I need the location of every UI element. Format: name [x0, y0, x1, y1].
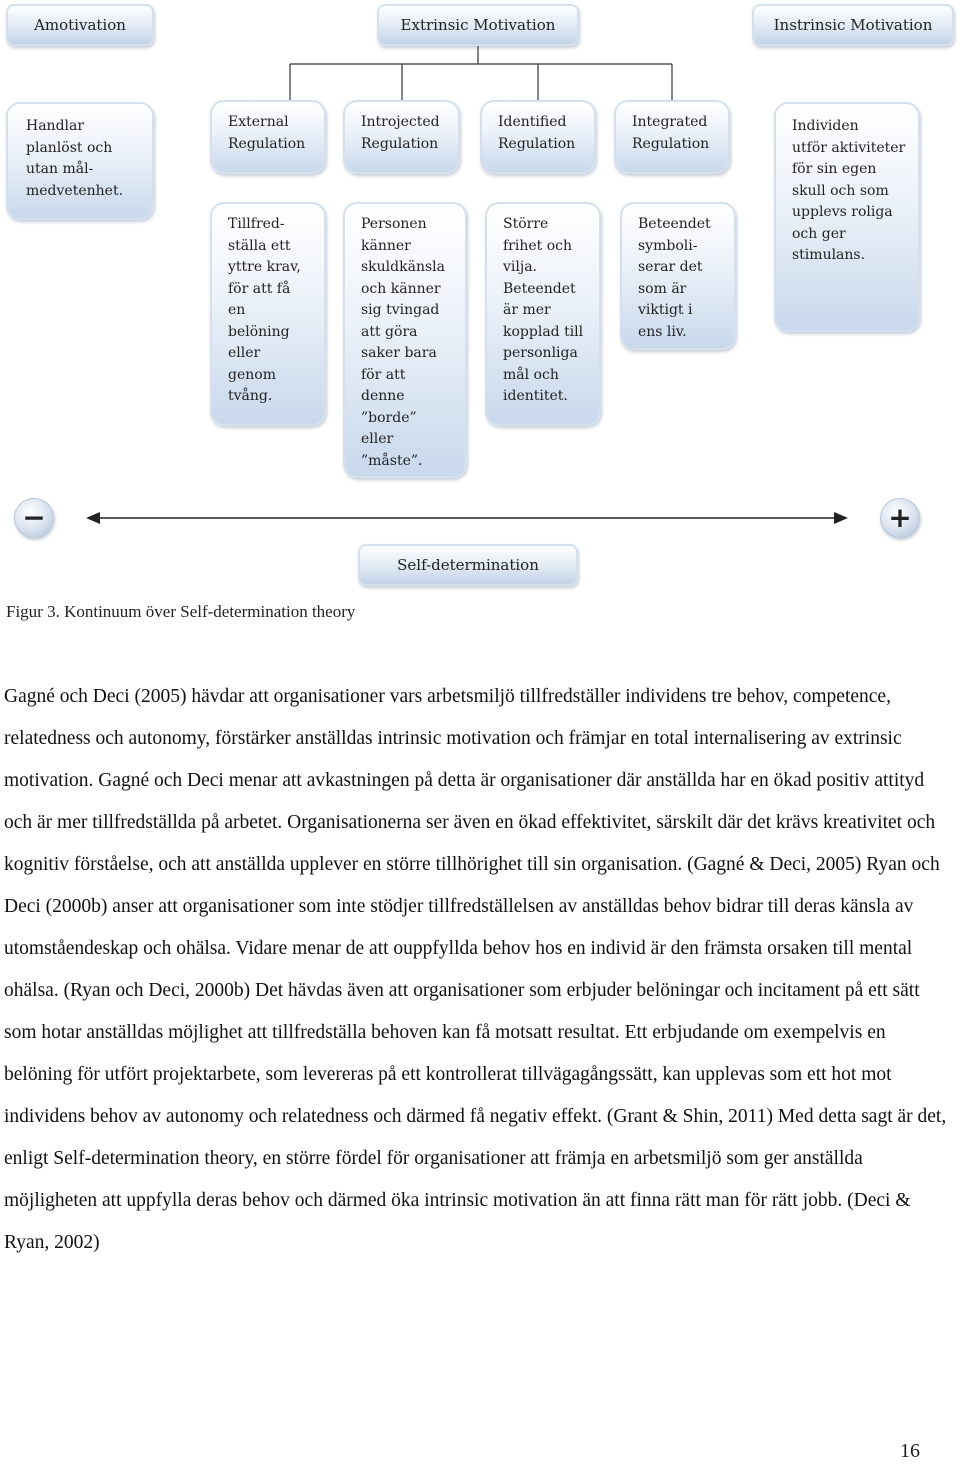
minus-icon: −: [14, 498, 54, 538]
figure-caption: Figur 3. Kontinuum över Self-determination theory: [6, 602, 356, 621]
header-extrinsic-motivation: Extrinsic Motivation: [377, 4, 579, 46]
body-paragraph: Gagné och Deci (2005) hävdar att organisationer vars arbetsmiljö tillfredställer individens tre behov, competence, relatedness och autonomy, förstärker anställdas intrinsic motivation och främjar en total internalisering av extrinsic motivation. Gagné och Deci menar att avkastningen på detta är organisationer där anställda har en ökad positiv attityd och är mer tillfredställda på arbetet. Organisationerna ser även en ökad effektivitet, särskilt där det krävs kreativitet och kognitiv förståelse, och att anställda upplever en större tillhörighet till sin organisation. (Gagné & Deci, 2005) Ryan och Deci (2000b) anser att organisationer som inte stödjer tillfredställelsen av anställdas behov bidrar till deras känsla av utomståendeskap och ohälsa. Vidare menar de att ouppfyllda behov hos en individ är den främsta orsaken till mental ohälsa. (Ryan och Deci, 2000b) Det hävdas även att organisationer som erbjuder belöningar och incitament på ett sätt som hotar anställdas möjlighet att tillfredställa behoven kan få motsatt resultat. Ett erbjudande om exempelvis en belöning för utfört projektarbete, som levereras på ett kontrollerat tillvägagångssätt, kan upplevas som ett hot mot individens behov av autonomy och relatedness och därmed få negativ effekt. (Grant & Shin, 2011) Med detta sagt är det, enligt Self-determination theory, en större fördel för organisationer att främja en arbetsmiljö som ger anställda möjligheten att uppfylla deras behov och därmed öka intrinsic motivation än att finna rätt man för rätt jobb. (Deci & Ryan, 2002): [4, 686, 947, 1253]
page-number: 16: [900, 1440, 920, 1462]
introjected-regulation-description: Personen känner skuldkänsla och känner sig tvingad att göra saker bara för att denne ”borde” eller ”måste”.: [343, 202, 467, 478]
header-amotivation: Amotivation: [6, 4, 154, 46]
sdt-continuum-figure: [0, 0, 960, 600]
plus-icon: +: [880, 498, 920, 538]
amotivation-description: Handlar planlöst och utan mål- medvetenhet.: [6, 102, 154, 220]
header-intrinsic-motivation: Instrinsic Motivation: [752, 4, 954, 46]
intrinsic-description: Individen utför aktiviteter för sin egen skull och som upplevs roliga och ger stimulans.: [774, 102, 920, 332]
external-regulation-description: Tillfred- ställa ett yttre krav, för att få en belöning eller genom tvång.: [210, 202, 326, 426]
continuum-arrow: [86, 512, 848, 524]
self-determination-label: Self-determination: [358, 544, 578, 586]
introjected-regulation-box: Introjected Regulation: [343, 100, 460, 174]
integrated-regulation-box: Integrated Regulation: [614, 100, 730, 174]
integrated-regulation-description: Beteendet symboli- serar det som är viktigt i ens liv.: [620, 202, 736, 350]
external-regulation-box: External Regulation: [210, 100, 326, 174]
identified-regulation-description: Större frihet och vilja. Beteendet är mer kopplad till personliga mål och identitet.: [485, 202, 601, 426]
identified-regulation-box: Identified Regulation: [480, 100, 596, 174]
